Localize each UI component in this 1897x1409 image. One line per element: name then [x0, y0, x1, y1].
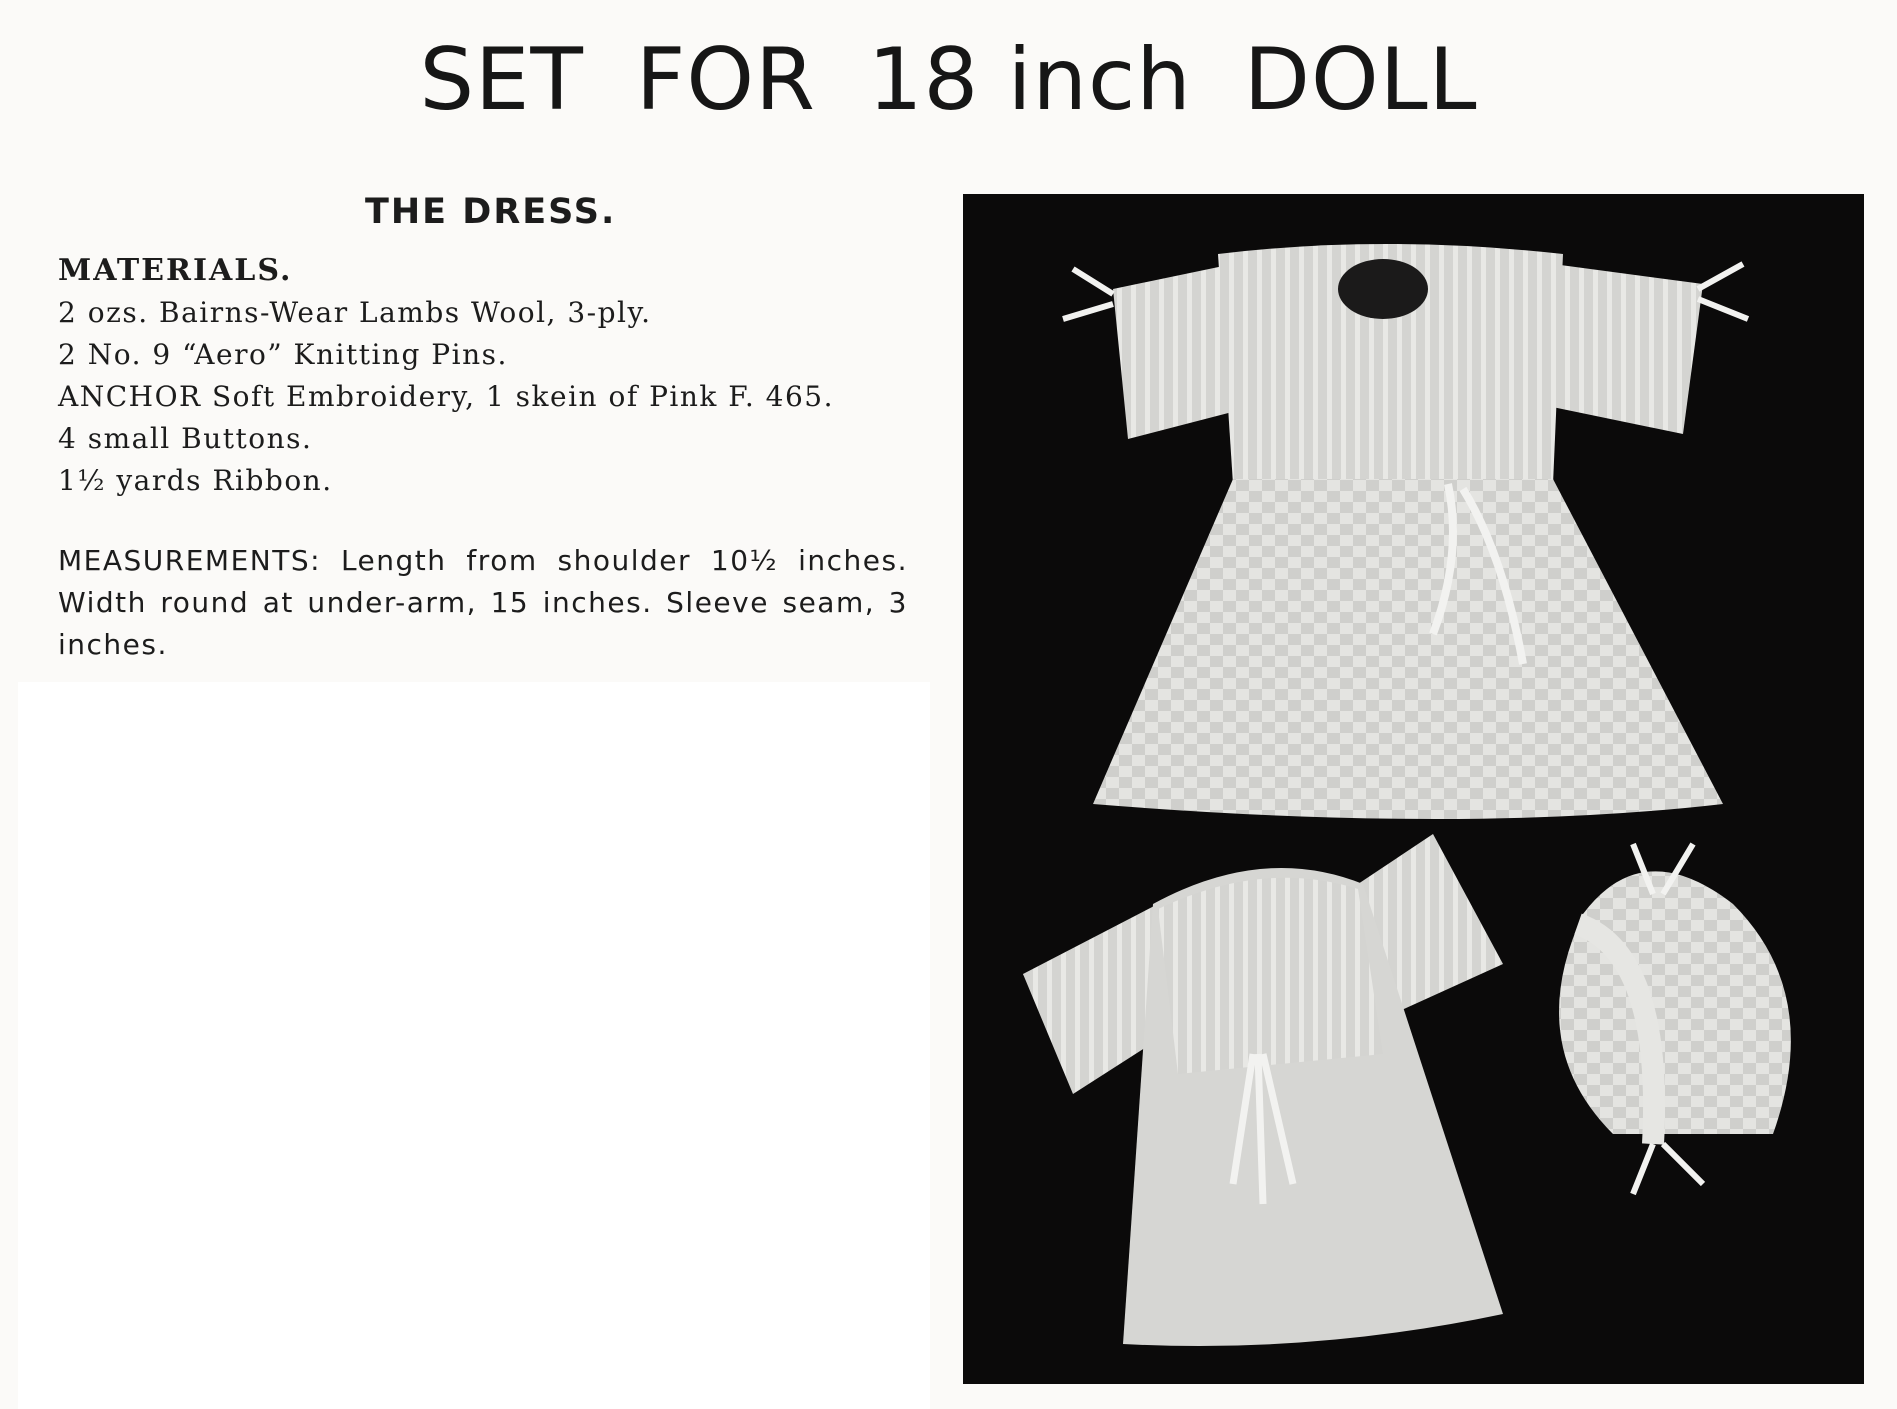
- materials-item: 2 ozs. Bairns-Wear Lambs Wool, 3-ply.: [58, 296, 652, 329]
- title-word: 18 inch: [867, 30, 1192, 130]
- measurements-text: MEASUREMENTS: Length from shoulder 10½ inches. Width round at under-arm, 15 inches. Sleeve seam, 3 inches.: [58, 544, 908, 661]
- title-word: DOLL: [1243, 30, 1478, 130]
- section-title: THE DRESS.: [365, 192, 617, 232]
- materials-list: [58, 292, 834, 502]
- garment-photo: [963, 194, 1864, 1384]
- blank-panel: [18, 682, 930, 1409]
- page-title: [0, 30, 1897, 130]
- materials-item: 1½ yards Ribbon.: [58, 464, 333, 497]
- title-word: FOR: [635, 30, 816, 130]
- materials-item: 4 small Buttons.: [58, 422, 313, 455]
- materials-heading: MATERIALS.: [58, 253, 293, 288]
- dress-neckline: [1338, 259, 1428, 319]
- dress-right-sleeve: [1538, 264, 1703, 434]
- title-word: SET: [419, 30, 584, 130]
- garment-illustration: [963, 194, 1864, 1384]
- materials-item: 2 No. 9 “Aero” Knitting Pins.: [58, 338, 508, 371]
- coat-yoke: [1158, 878, 1383, 1074]
- materials-item: ANCHOR Soft Embroidery, 1 skein of Pink F. 465.: [58, 380, 834, 413]
